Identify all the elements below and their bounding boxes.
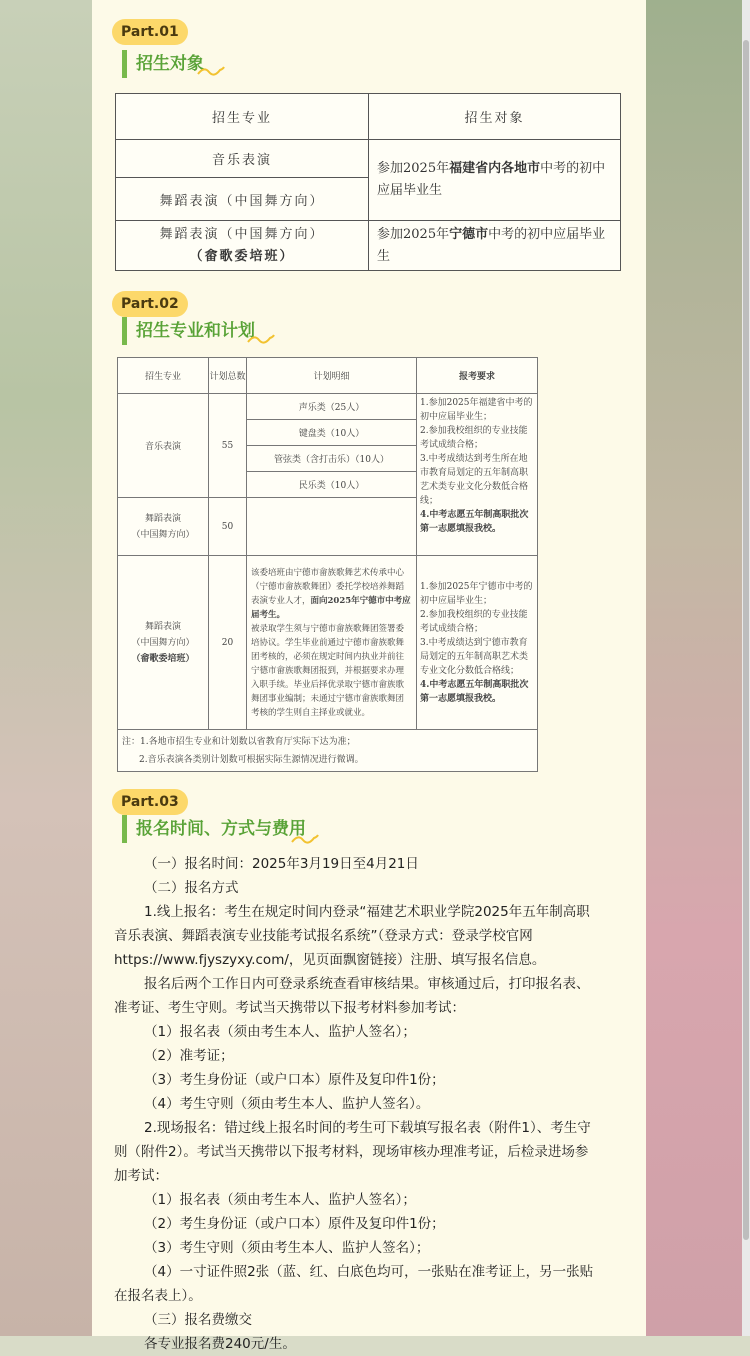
left-background <box>0 0 92 1336</box>
table1-header-target: 招生对象 <box>369 94 621 140</box>
text-line: 各专业报名费240元/生。 <box>144 1336 296 1352</box>
table2-major-dance: 舞蹈表演 （中国舞方向） <box>118 498 209 556</box>
scroll-thumb[interactable] <box>743 40 749 1240</box>
part3-title: 报名时间、方式与费用 <box>122 815 306 843</box>
table2-detail-vocal: 声乐类（25人） <box>247 394 417 420</box>
table2-header-details: 计划明细 <box>247 358 417 394</box>
table1-header-major: 招生专业 <box>116 94 369 140</box>
part1-title: 招生对象 <box>122 50 204 78</box>
table1-target-a: 参加2025年福建省内各地市中考的初中应届毕业生 <box>369 140 621 221</box>
table1-major-she: 舞蹈表演（中国舞方向） （畲歌委培班） <box>116 221 369 271</box>
squiggle-icon <box>246 332 276 346</box>
text-line: 加考试： <box>114 1168 168 1184</box>
text-line: 准考证、考生守则。考试当天携带以下报考材料参加考试： <box>114 1000 465 1016</box>
text-line: 则（附件2）。考试当天携带以下报考材料，现场审核办理准考证，后检录进场参 <box>114 1144 589 1160</box>
table1-target-b: 参加2025年宁德市中考的初中应届毕业生 <box>369 221 621 271</box>
table2-detail-keyboard: 键盘类（10人） <box>247 420 417 446</box>
text-line: （二）报名方式 <box>144 880 239 896</box>
table2-major-music: 音乐表演 <box>118 394 209 498</box>
registration-body <box>114 852 634 1356</box>
table2-header-count: 计划总数 <box>209 358 247 394</box>
table2-detail-dance-empty <box>247 498 417 556</box>
text-line: （三）报名费缴交 <box>144 1312 252 1328</box>
text-line: （2）准考证； <box>144 1048 234 1064</box>
text-line: （4）一寸证件照2张（蓝、红、白底色均可，一张贴在准考证上，另一张贴 <box>144 1264 594 1280</box>
table2-header-requirements: 报考要求 <box>417 358 538 394</box>
text-line: 音乐表演、舞蹈表演专业技能考试报名系统”（登录方式：登录学校官网 <box>114 928 533 944</box>
text-line: 1.线上报名：考生在规定时间内登录“福建艺术职业学院2025年五年制高职 <box>144 904 590 920</box>
squiggle-icon <box>290 832 320 846</box>
squiggle-icon <box>196 64 226 78</box>
text-line: （3）考生身份证（或户口本）原件及复印件1份； <box>144 1072 445 1088</box>
table2-count-music: 55 <box>209 394 247 498</box>
table2-notes: 注：1.各地市招生专业和计划数以省教育厅实际下达为准； 2.音乐表演各类别计划数可根据实际生源情况进行微调。 <box>118 730 538 772</box>
enrollment-target-table <box>115 93 621 271</box>
table2-requirements-b: 1.参加2025年宁德市中考的初中应届毕业生； 2.参加我校组织的专业技能考试成绩合格； 3.中考成绩达到宁德市教育局划定的五年制高职艺术类专业文化分数低合格线； 4.中考志愿五年制高职批次第一志愿填报我校。 <box>417 556 538 730</box>
text-line: 报名后两个工作日内可登录系统查看审核结果。审核通过后，打印报名表、 <box>144 976 590 992</box>
table2-count-she: 20 <box>209 556 247 730</box>
table2-header-major: 招生专业 <box>118 358 209 394</box>
text-line: 在报名表上）。 <box>114 1288 202 1304</box>
enrollment-plan-table <box>117 357 538 772</box>
table2-detail-folk: 民乐类（10人） <box>247 472 417 498</box>
text-line: （1）报名表（须由考生本人、监护人签名）； <box>144 1192 416 1208</box>
table1-major-music: 音乐表演 <box>116 140 369 178</box>
text-line: 2.现场报名：错过线上报名时间的考生可下载填写报名表（附件1）、考生守 <box>144 1120 591 1136</box>
text-line: （4）考生守则（须由考生本人、监护人签名）。 <box>144 1096 430 1112</box>
part2-badge: Part.02 <box>112 291 188 317</box>
table2-detail-orchestral: 管弦类（含打击乐）（10人） <box>247 446 417 472</box>
scrollbar[interactable] <box>742 0 750 1336</box>
text-line: （3）考生守则（须由考生本人、监护人签名）； <box>144 1240 430 1256</box>
right-background <box>646 0 750 1336</box>
text-line: （2）考生身份证（或户口本）原件及复印件1份； <box>144 1216 445 1232</box>
part3-badge: Part.03 <box>112 789 188 815</box>
table2-requirements-a: 1.参加2025年福建省中考的初中应届毕业生； 2.参加我校组织的专业技能考试成绩合格； 3.中考成绩达到考生所在地市教育局划定的五年制高职艺术类专业文化分数低合格线； 4.中考志愿五年制高职批次第一志愿填报我校。 <box>417 394 538 556</box>
text-line: https://www.fjyszyxy.com/，见页面飘窗链接）注册、填写报名信息。 <box>114 952 546 968</box>
table1-major-dance: 舞蹈表演（中国舞方向） <box>116 178 369 221</box>
table2-detail-she: 该委培班由宁德市畲族歌舞艺术传承中心（宁德市畲族歌舞团）委托学校培养舞蹈表演专业人才，面向2025年宁德市中考应届考生。 被录取学生须与宁德市畲族歌舞团签署委培协议。学生毕业前通过宁德市畲族歌舞团考核的，必须在规定时间内执业并前往宁德市畲族歌舞团报到，并根据要求办理入职手续。毕业后择优录取宁德市畲族歌舞团事业编制；未通过宁德市畲族歌舞团考核的学生则自主择业或就业。 <box>247 556 417 730</box>
text-line: （一）报名时间：2025年3月19日至4月21日 <box>144 856 419 872</box>
part2-title: 招生专业和计划 <box>122 317 255 345</box>
part1-badge: Part.01 <box>112 19 188 45</box>
table2-major-she: 舞蹈表演 （中国舞方向） （畲歌委培班） <box>118 556 209 730</box>
table2-count-dance: 50 <box>209 498 247 556</box>
text-line: （1）报名表（须由考生本人、监护人签名）； <box>144 1024 416 1040</box>
